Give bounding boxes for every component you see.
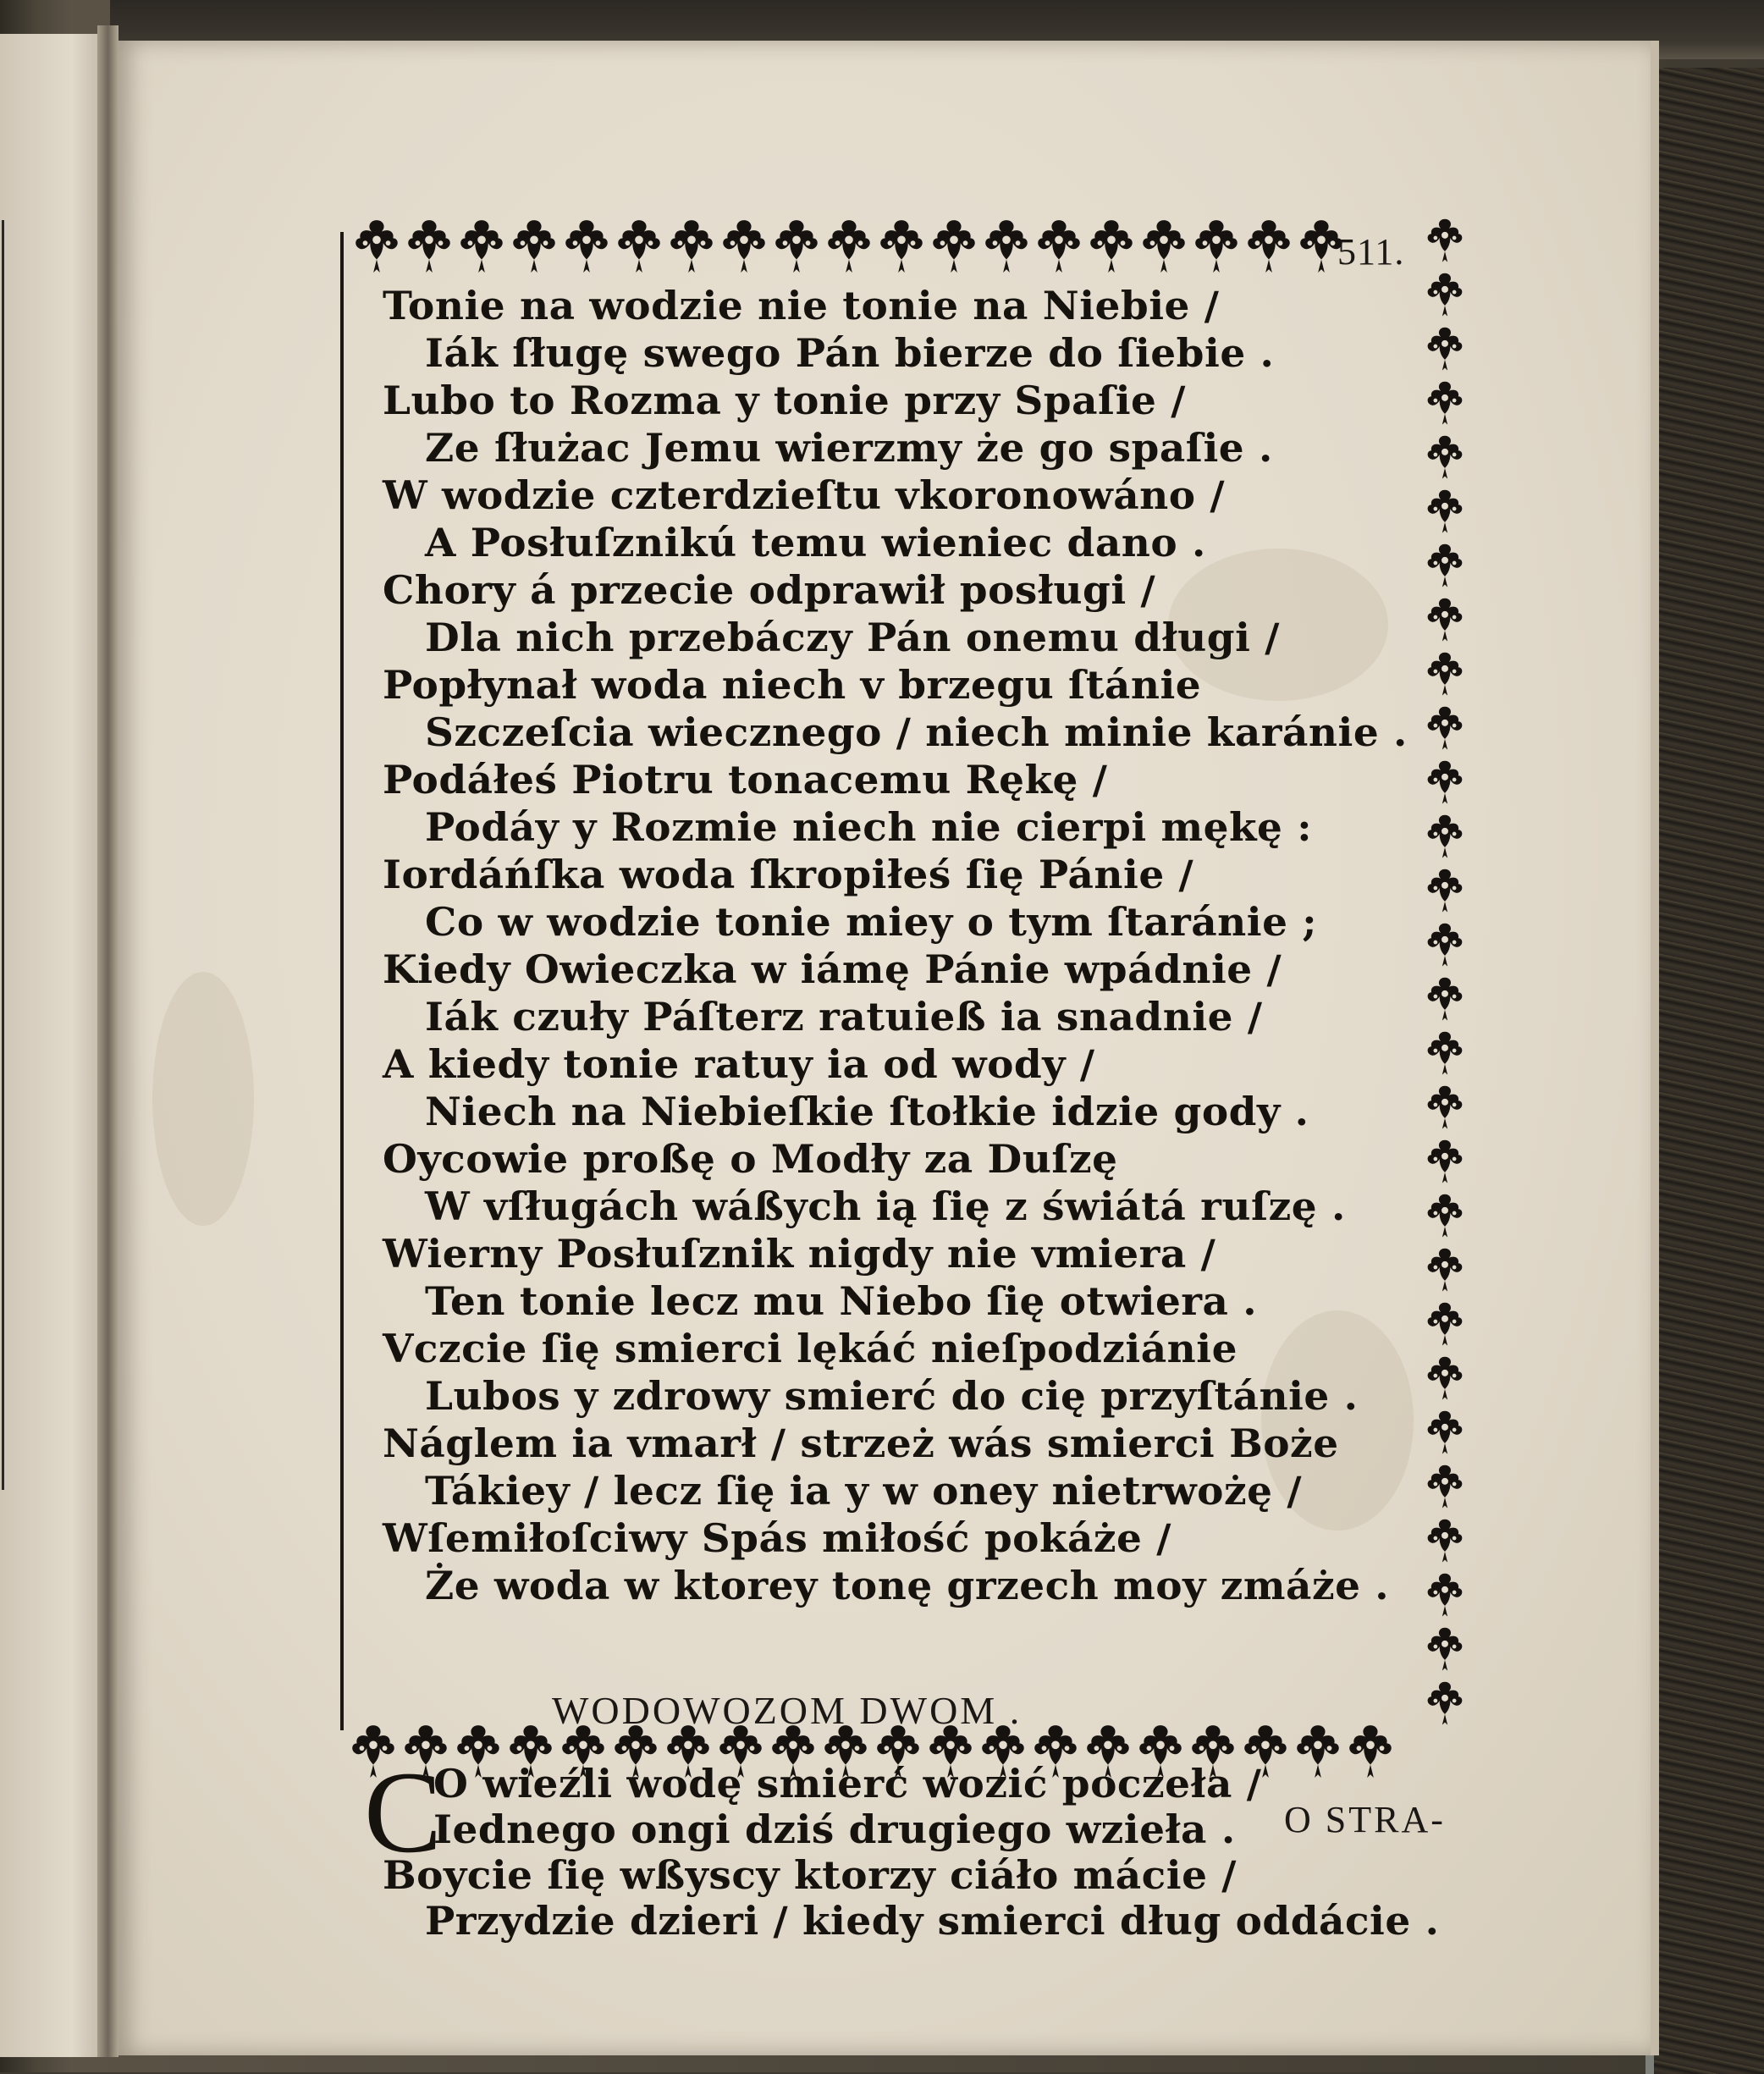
fleuron-ornament-icon (1415, 1569, 1475, 1622)
verse-line: Dla nich przebáczy Pán onemu długi / (425, 615, 1280, 660)
verse-line: Wſemiłoſciwy Spás miłość pokáże / (383, 1515, 1171, 1561)
facing-page-rule (2, 220, 4, 1490)
fleuron-ornament-icon (1293, 1720, 1342, 1784)
fleuron-ornament-icon (615, 215, 664, 279)
fleuron-ornament-icon (1415, 432, 1475, 484)
fleuron-ornament-icon (1415, 323, 1475, 376)
verse-line: Tákiey / lecz ſię ia y w oney nietrwożę / (425, 1468, 1303, 1514)
fleuron-ornament-icon (929, 215, 978, 279)
verse-line: Popłynał woda niech v brzegu ſtánie (383, 662, 1202, 708)
verse-line: Podáy y Rozmie niech nie cierpi mękę : (425, 804, 1313, 850)
fleuron-ornament-icon (1415, 1244, 1475, 1297)
verse-line: Chory á przecie odprawił posługi / (383, 567, 1156, 613)
verse-line: Przydzie dzieri / kiedy smierci dług oddácie . (425, 1898, 1440, 1944)
verse-line: Vczcie ſię smierci lękáć nieſpodziánie (383, 1326, 1238, 1371)
verse-line: W wodzie czterdzieſtu vkoronowáno / (383, 472, 1226, 518)
verse-line: A kiedy tonie ratuy ia od wody / (383, 1041, 1095, 1087)
fleuron-ornament-icon (1415, 269, 1475, 322)
verse-line: Iednego ongi dziś drugiego wzieła . (433, 1806, 1236, 1852)
fleuron-ornament-icon (1415, 1299, 1475, 1351)
fleuron-ornament-icon (405, 215, 454, 279)
verse-line: Ten tonie lecz mu Niebo ſię otwiera . (425, 1278, 1258, 1324)
verse-line: W vſługách wáßych ią ſię z świátá ruſzę . (425, 1183, 1346, 1229)
fleuron-ornament-icon (1346, 1720, 1395, 1784)
fleuron-ornament-icon (1415, 486, 1475, 538)
verse-line: Boycie ſię wßyscy ktorzy ciáło mácie / (383, 1852, 1237, 1898)
verse-line: A Posłuſznikú temu wieniec dano . (425, 520, 1206, 565)
fleuron-ornament-icon (1034, 215, 1083, 279)
book-gutter (97, 25, 119, 2057)
fleuron-ornament-icon (877, 215, 926, 279)
paper-stain (152, 972, 254, 1226)
fleuron-ornament-icon (1415, 1082, 1475, 1134)
fleuron-ornament-icon (457, 215, 506, 279)
fleuron-ornament-icon (1415, 378, 1475, 430)
fleuron-ornament-icon (1415, 540, 1475, 593)
verse-line: Lubos y zdrowy smierć do cię przyſtánie . (425, 1373, 1359, 1419)
fleuron-ornament-icon (1415, 1190, 1475, 1243)
verse-line: Iák czuły Páſterz ratuieß ia snadnie / (425, 994, 1263, 1040)
fleuron-ornament-icon (1087, 215, 1136, 279)
fleuron-ornament-icon (352, 215, 401, 279)
verse-line: Podáłeś Piotru tonacemu Rękę / (383, 757, 1108, 803)
ornamental-frame (340, 215, 1475, 1944)
frame-rule (340, 232, 344, 1730)
fleuron-ornament-icon (1415, 865, 1475, 918)
drop-capital: C (364, 1747, 443, 1877)
fleuron-ornament-icon (1415, 1624, 1475, 1676)
fleuron-ornament-icon (562, 215, 611, 279)
verse-line: Wierny Posłuſznik nigdy nie vmiera / (383, 1231, 1216, 1277)
verse-line: O wieźli wodę smierć wozić poczeła / (433, 1761, 1262, 1806)
fleuron-ornament-icon (1244, 215, 1293, 279)
fleuron-ornament-icon (1415, 594, 1475, 647)
fleuron-ornament-icon (1139, 215, 1188, 279)
verse-line: Co w wodzie tonie miey o tym ſtaránie ; (425, 899, 1318, 945)
verse-line: Że woda w ktorey tonę grzech moy zmáże . (425, 1563, 1390, 1608)
fleuron-ornament-icon (1415, 703, 1475, 755)
fleuron-ornament-icon (667, 215, 716, 279)
fleuron-ornament-icon (982, 215, 1031, 279)
marbled-cover (1654, 68, 1764, 2074)
verse-line: Lubo to Rozma y tonie przy Spaſie / (383, 378, 1186, 423)
verse-line: Szczeſcia wiecznego / niech minie karánie . (425, 709, 1408, 755)
verse-line: Oycowie proßę o Modły za Duſzę (383, 1136, 1118, 1182)
facing-page-edge (0, 34, 110, 2057)
verse-line: Náglem ia vmarł / strzeż wás smierci Boże (383, 1420, 1339, 1466)
verse-line: Kiedy Owieczka w iámę Pánie wpádnie / (383, 946, 1282, 992)
right-ornament-border (1415, 215, 1475, 1730)
fleuron-ornament-icon (1415, 1515, 1475, 1568)
fleuron-ornament-icon (1415, 1407, 1475, 1459)
fleuron-ornament-icon (1415, 1353, 1475, 1405)
fleuron-ornament-icon (1415, 215, 1475, 268)
fleuron-ornament-icon (1192, 215, 1241, 279)
section-heading: WODOWOZOM DWOM . (552, 1689, 1023, 1732)
fleuron-ornament-icon (772, 215, 821, 279)
fleuron-ornament-icon (1415, 974, 1475, 1026)
fleuron-ornament-icon (1415, 811, 1475, 863)
catchword: O STRA- (1284, 1799, 1446, 1840)
fleuron-ornament-icon (1415, 1136, 1475, 1189)
verse-line: Niech na Niebieſkie ſtołkie idzie gody . (425, 1089, 1309, 1134)
page-number: 511. (1337, 231, 1405, 273)
fleuron-ornament-icon (1415, 1028, 1475, 1080)
fleuron-ornament-icon (1415, 757, 1475, 809)
fleuron-ornament-icon (1415, 919, 1475, 972)
fleuron-ornament-icon (824, 215, 874, 279)
fleuron-ornament-icon (1415, 648, 1475, 701)
fleuron-ornament-icon (1415, 1461, 1475, 1514)
fleuron-ornament-icon (510, 215, 559, 279)
fleuron-ornament-icon (1415, 1678, 1475, 1730)
verse-line: Iák ſługę swego Pán bierze do ſiebie . (425, 330, 1275, 376)
verse-line: Ze ſłużac Jemu wierzmy że go spaſie . (425, 425, 1273, 471)
top-ornament-border (352, 215, 1346, 279)
verse-line: Iordáńſka woda ſkropiłeś ſię Pánie / (383, 852, 1194, 897)
verse-line: Tonie na wodzie nie tonie na Niebie / (383, 283, 1220, 328)
fleuron-ornament-icon (719, 215, 769, 279)
book-page (119, 41, 1659, 2055)
